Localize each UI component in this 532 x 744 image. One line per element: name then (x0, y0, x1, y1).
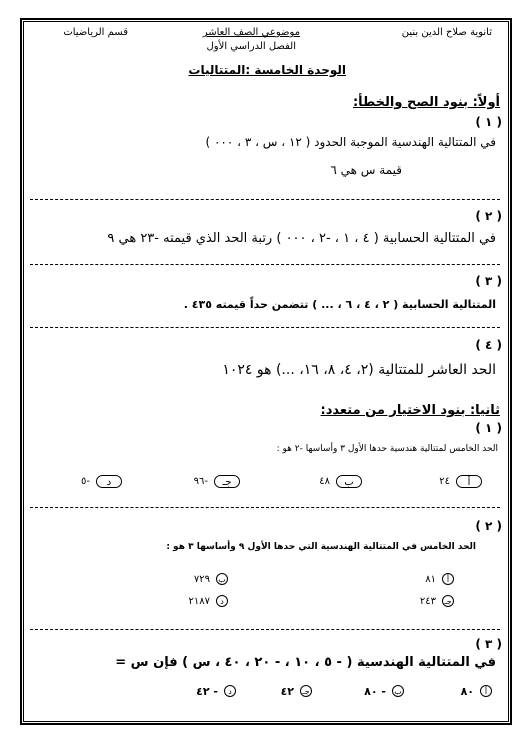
separator (30, 327, 500, 328)
mc2-option-b[interactable] (194, 572, 228, 586)
option-marker: د (96, 475, 122, 488)
semester-label: الفصل الدراسي الأول (206, 41, 296, 52)
mc-item2-number: ( ٢ ) (475, 519, 502, 533)
separator (30, 629, 500, 630)
mc-item3-number: ( ٣ ) (475, 637, 502, 651)
option-value: -٩٦ (193, 475, 208, 487)
mc-item1-question: الحد الخامس لمتتالية هندسية حدها الأول ٣ وأساسها -٢ هو : (276, 444, 498, 454)
tf-item1-text2: قيمة س هي ٦ (330, 163, 402, 177)
mc1-option-a[interactable] (439, 474, 482, 488)
department-label: قسم الرياضيات (63, 27, 128, 38)
mc-item1-number: ( ١ ) (475, 421, 502, 435)
tf-item3-text: المتتالية الحسابية ( ٢ ، ٤ ، ٦ ، ... ) تتضمن حداً قيمته ٤٣٥ . (183, 298, 496, 311)
option-value: ٤٢ (280, 684, 294, 698)
separator (30, 507, 500, 508)
option-value: - ٨٠ (364, 684, 386, 698)
option-marker: ب (336, 475, 362, 488)
option-value: ٧٢٩ (193, 573, 210, 585)
separator (30, 264, 500, 265)
option-value: -٥ (81, 475, 90, 487)
tf-item2-number: ( ٢ ) (475, 209, 502, 223)
option-marker: جـ (442, 595, 454, 607)
mc3-option-b[interactable] (364, 684, 404, 698)
tf-item1-number: ( ١ ) (475, 115, 502, 129)
mc2-option-d[interactable] (189, 594, 228, 608)
option-marker: أ (480, 685, 492, 697)
tf-item1-text: في المتتالية الهندسية الموجبة الحدود ( ١٢ ، س ، ٣ ، ٠٠٠ ) (205, 135, 496, 149)
option-value: ٢٤ (439, 475, 450, 487)
mc3-option-d[interactable] (196, 684, 236, 698)
option-value: - ٤٢ (196, 684, 218, 698)
option-value: ٨١ (425, 573, 436, 585)
tf-item2-text: في المتتالية الحسابية ( ٤ ، ١ ، -٢ ، ٠٠٠ ) رتبة الحد الذي قيمته -٢٣ هي ٩ (107, 231, 496, 246)
option-value: ٨٠ (460, 684, 474, 698)
section1-title: أولاً: بنود الصح والخطأ: (352, 95, 500, 110)
mc3-option-c[interactable] (281, 684, 312, 698)
tf-item3-number: ( ٣ ) (475, 274, 502, 288)
option-marker: جـ (214, 475, 240, 488)
option-marker: د (216, 595, 228, 607)
mc-item2-question: الحد الخامس في المتتالية الهندسية التي حدها الأول ٩ وأساسها ٣ هو : (166, 542, 476, 552)
tf-item4-text: الحد العاشر للمتتالية (٢، ٤، ٨، ١٦، ...) هو ١٠٢٤ (222, 362, 496, 378)
tf-item4-number: ( ٤ ) (475, 338, 502, 352)
mc1-option-c[interactable] (194, 474, 240, 488)
option-marker: ب (216, 573, 228, 585)
option-marker: د (224, 685, 236, 697)
mc-item3-question: في المتتالية الهندسية ( - ٥ ، ١٠ ، - ٢٠ ، ٤٠ ، س ) فإن س = (115, 655, 496, 670)
option-value: ٤٨ (319, 475, 330, 487)
mc2-option-c[interactable] (420, 594, 454, 608)
option-marker: ب (392, 685, 404, 697)
mc2-option-a[interactable] (425, 572, 454, 586)
mc1-option-b[interactable] (319, 474, 362, 488)
section2-title: ثانيا: بنود الاختيار من متعدد: (320, 403, 500, 418)
option-marker: جـ (300, 685, 312, 697)
separator (30, 199, 500, 200)
mc3-option-a[interactable] (461, 684, 492, 698)
option-value: ٢٤٣ (419, 595, 436, 607)
mc1-option-d[interactable] (81, 474, 122, 488)
option-marker: أ (442, 573, 454, 585)
unit-title: الوحدة الخامسة :المتتاليات (188, 63, 346, 77)
option-marker: أ (456, 475, 482, 488)
option-value: ٢١٨٧ (188, 595, 210, 607)
school-name: ثانوية صلاح الدين بنين (401, 27, 492, 38)
subject-title: موضوعي الصف العاشر (202, 27, 300, 38)
